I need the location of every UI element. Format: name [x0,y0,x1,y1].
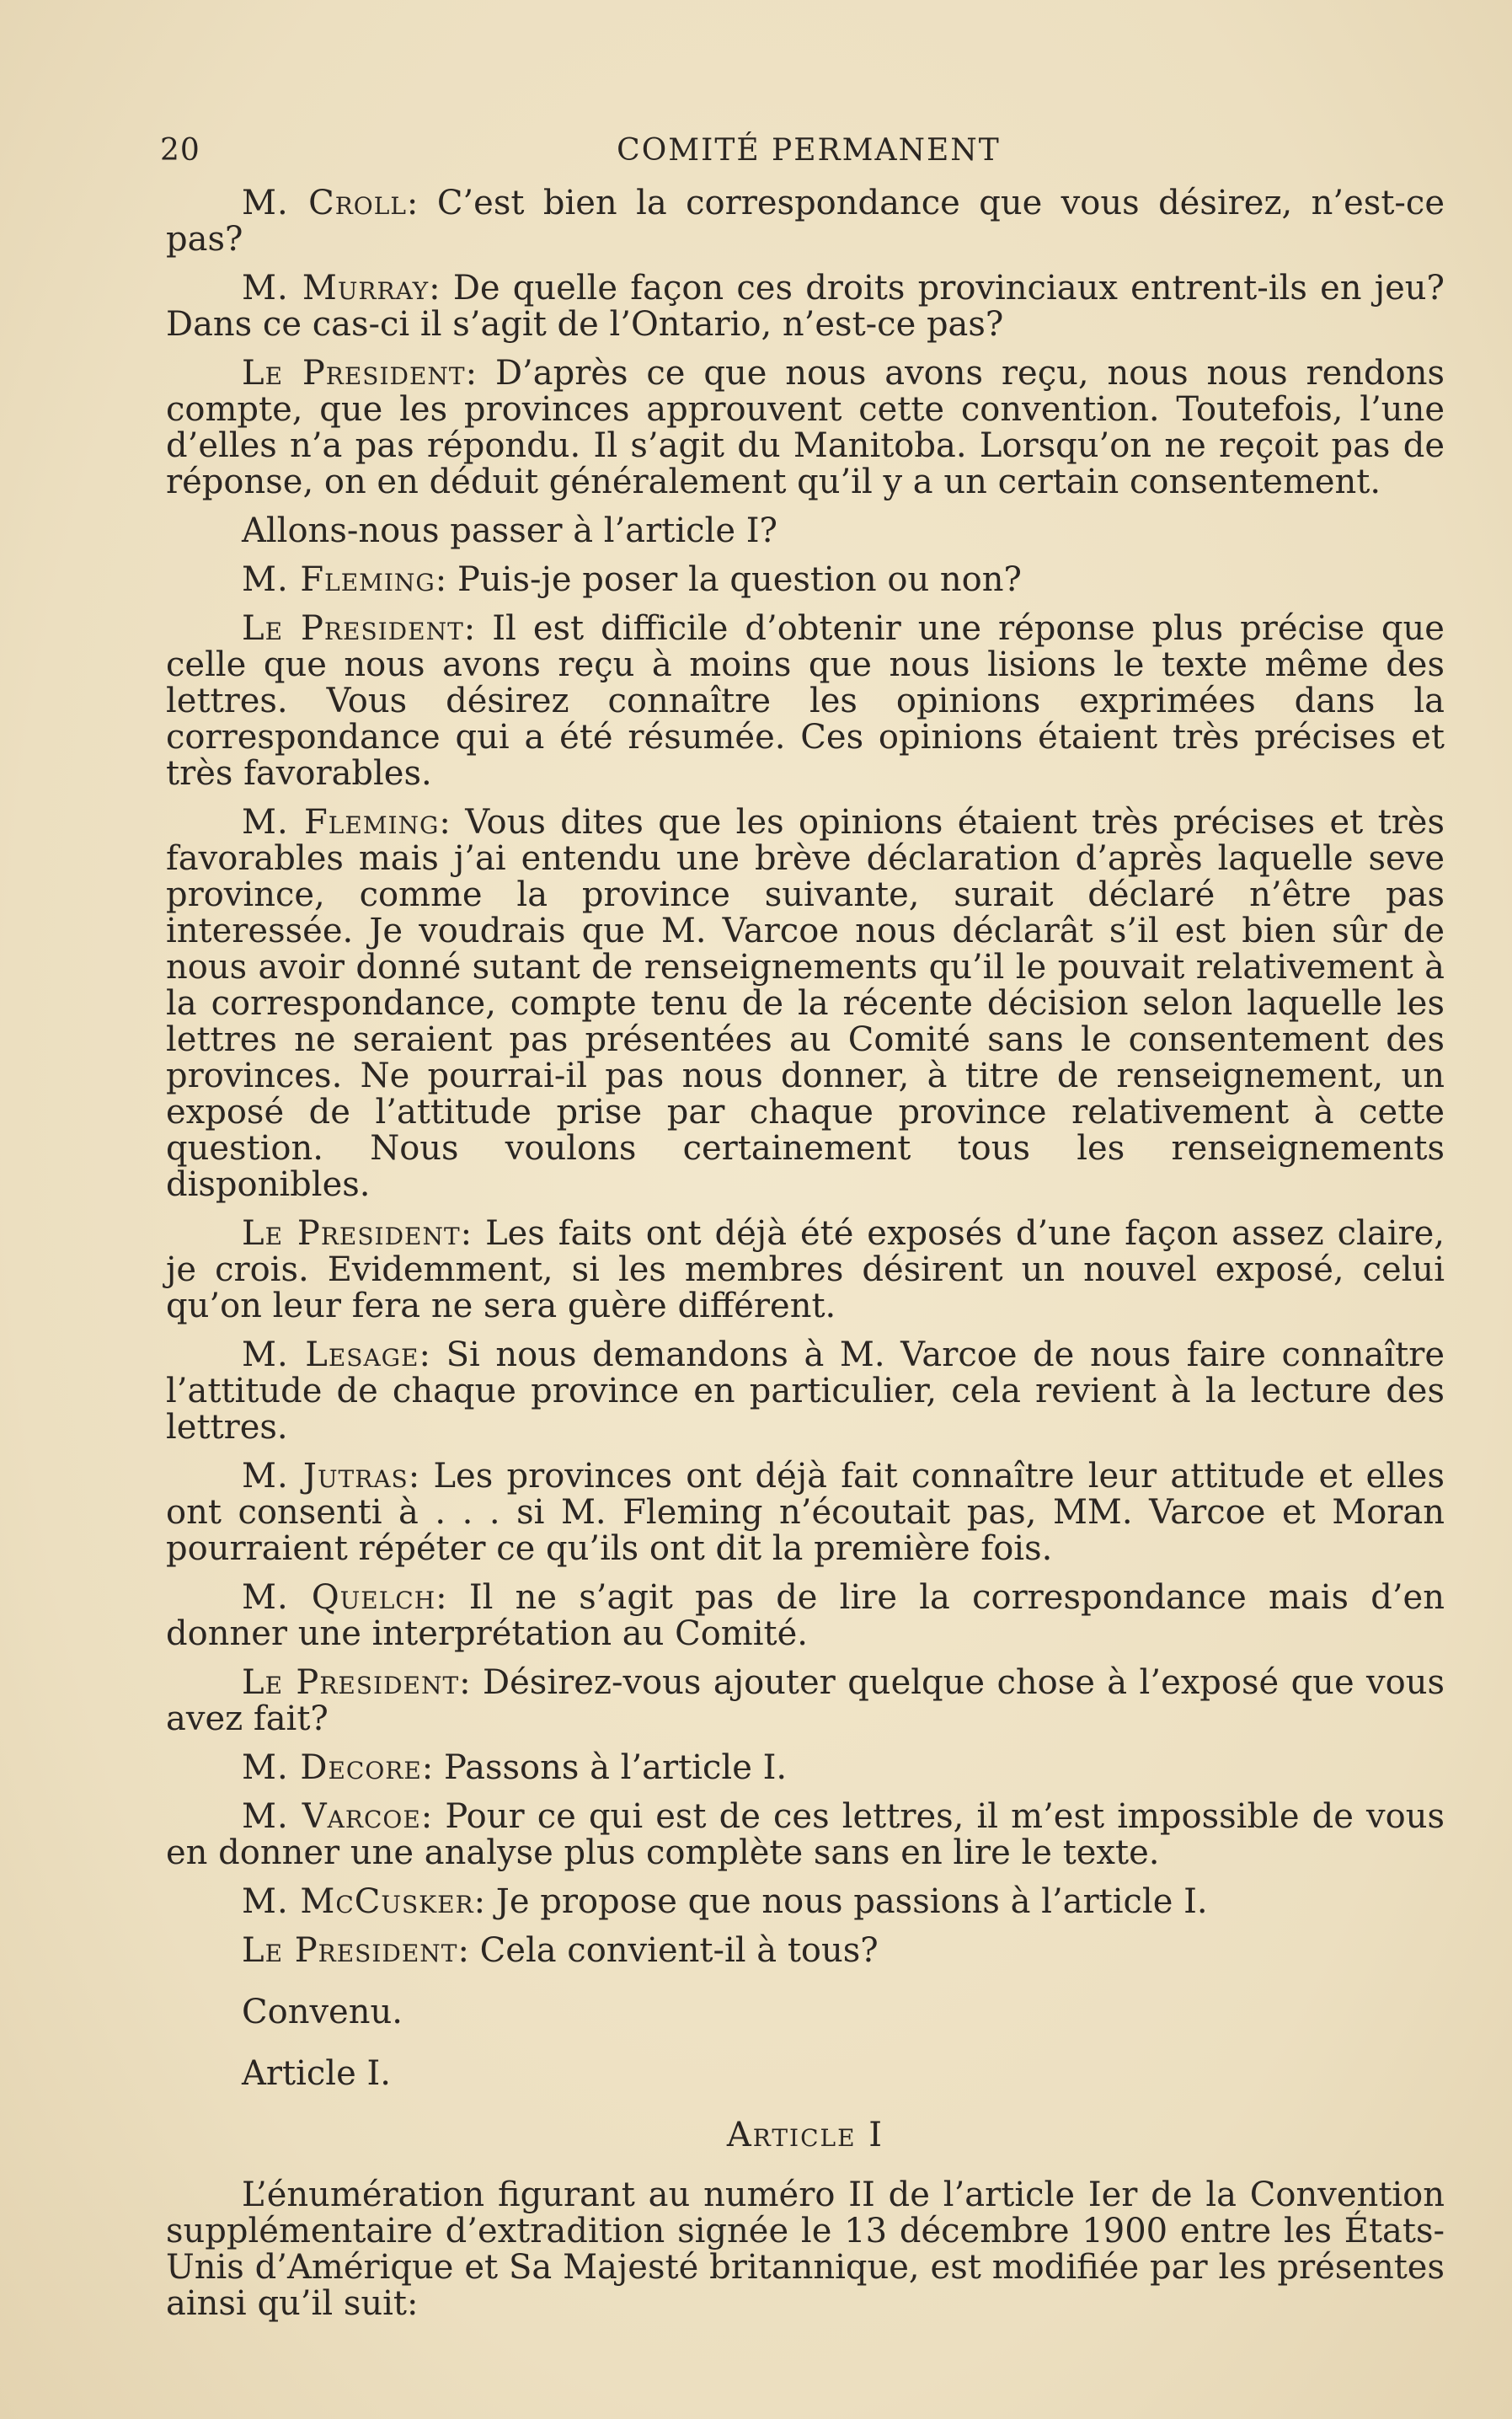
paragraph-decore: M. Decore: Passons à l’article I. [242,1748,788,1787]
paragraph-president-5: Le President: Cela convient-il à tous? [242,1931,879,1970]
paragraph-text: C’est bien la correspondance que vous désirez, n’est-ce pas? [166,184,1445,259]
paragraph-president-2: Le President: Il est difficile d’obtenir une réponse plus précise que celle que nous avons reçu à moins que nous lisions le texte même des lettres. Vous désirez connaître les opinions exprimées dans la correspondance qui a été résumée. Ces opinions étaient très précises et très favorables. [166,609,1445,793]
convenu-line: Convenu. [242,1993,403,2031]
speaker-name: Le President [242,1663,460,1702]
paragraph-fleming-2: M. Fleming: Vous dites que les opinions étaient très précises et très favorables mais j’ai entendu une brève déclaration d’après laquelle seve province, comme la province suivante, surait déclaré n’être pas interessée. Je voudrais que M. Varcoe nous déclarât s’il est bien sûr de nous avoir donné sutant de renseignements qu’il le pouvait relativement à la correspondance, compte tenu de la récente décision selon laquelle les lettres ne seraient pas présentées au Comité sans le consentement des provinces. Ne pourrai-il pas nous donner, à titre de renseignement, un exposé de l’attitude prise par chaque province relativement à cette question. Nous voulons certainement tous les renseignements disponibles. [166,803,1445,1204]
speaker-name: M. Quelch [242,1578,436,1617]
page-number: 20 [160,133,200,168]
paragraph-text: De quelle façon ces droits provinciaux entrent-ils en jeu? Dans ce cas-ci il s’agit de l’Ontario, n’est-ce pas? [166,269,1445,344]
paragraph-text: Si nous demandons à M. Varcoe de nous faire connaître l’attitude de chaque province en particulier, cela revient à la lecture des lettres. [166,1335,1445,1447]
article-heading: Article I [726,2116,884,2154]
page-header [160,133,1457,175]
paragraph-fleming-1: M. Fleming: Puis-je poser la question ou non? [242,560,1022,599]
speaker-name: M. McCusker [242,1882,474,1921]
paragraph-text: Vous dites que les opinions étaient très précises et très favorables mais j’ai entendu une brève déclaration d’après laquelle seve province, comme la province suivante, surait déclaré n’être pas interessée. Je voudrais que M. Varcoe nous déclarât s’il est bien sûr de nous avoir donné sutant de renseignements qu’il le pouvait relativement à la correspondance, compte tenu de la récente décision selon laquelle les lettres ne seraient pas présentées au Comité sans le consentement des provinces. Ne pourrai-il pas nous donner, à titre de renseignement, un exposé de l’attitude prise par chaque province relativement à cette question. Nous voulons certainement tous les renseignements disponibles. [166,803,1445,1204]
paragraph-text: Je propose que nous passions à l’article I. [495,1882,1208,1921]
speaker-name: M. Lesage [242,1335,419,1374]
paragraph-lesage: M. Lesage: Si nous demandons à M. Varcoe de nous faire connaître l’attitude de chaque province en particulier, cela revient à la lecture des lettres. [166,1335,1445,1447]
speaker-name: M. Fleming [242,803,440,842]
speaker-name: M. Jutras [242,1457,409,1496]
article-line: Article I. [242,2054,391,2093]
paragraph-jutras: M. Jutras: Les provinces ont déjà fait connaître leur attitude et elles ont consenti à . . . si M. Fleming n’écoutait pas, MM. Varcoe et Moran pourraient répéter ce qu’ils ont dit la première fois. [166,1457,1445,1568]
paragraph-text: Désirez-vous ajouter quelque chose à l’exposé que vous avez fait? [166,1663,1445,1738]
speaker-name: M. Varcoe [242,1797,421,1836]
paragraph-text: Il ne s’agit pas de lire la correspondance mais d’en donner une interprétation au Comité. [166,1578,1445,1653]
paragraph-president-3: Le President: Les faits ont déjà été exposés d’une façon assez claire, je crois. Evidemment, si les membres désirent un nouvel exposé, celui qu’on leur fera ne sera guère différent. [166,1214,1445,1325]
paragraph-text: Cela convient-il à tous? [479,1931,879,1970]
paragraph-mccusker: M. McCusker: Je propose que nous passions à l’article I. [242,1882,1208,1921]
paragraph-text: Il est difficile d’obtenir une réponse plus précise que celle que nous avons reçu à moins que nous lisions le texte même des lettres. Vous désirez connaître les opinions exprimées dans la correspondance qui a été résumée. Ces opinions étaient très précises et très favorables. [166,609,1445,793]
paragraph-text: Les faits ont déjà été exposés d’une façon assez claire, je crois. Evidemment, si les membres désirent un nouvel exposé, celui qu’on leur fera ne sera guère différent. [166,1214,1445,1325]
paragraph-text: D’après ce que nous avons reçu, nous nous rendons compte, que les provinces approuvent cette convention. Toutefois, l’une d’elles n’a pas répondu. Il s’agit du Manitoba. Lorsqu’on ne reçoit pas de réponse, on en déduit généralement qu’il y a un certain consentement. [166,354,1445,501]
article-text: L’énumération figurant au numéro II de l’article Ier de la Convention supplémentaire d’extradition signée le 13 décembre 1900 entre les États-Unis d’Amérique et Sa Majesté britannique, est modifiée par les présentes ainsi qu’il suit: [166,2175,1445,2323]
paragraph-president-4: Le President: Désirez-vous ajouter quelque chose à l’exposé que vous avez fait? [166,1663,1445,1738]
speaker-name: Le President [242,354,466,393]
paragraph-text: Passons à l’article I. [444,1748,788,1787]
paragraph-text: Puis-je poser la question ou non? [457,560,1022,599]
speaker-name: M. Murray [242,269,430,308]
speaker-name: M. Croll [242,184,407,222]
paragraph-text: Allons-nous passer à l’article I? [242,511,777,550]
speaker-name: M. Decore [242,1748,422,1787]
paragraph-varcoe: M. Varcoe: Pour ce qui est de ces lettres, il m’est impossible de vous en donner une analyse plus complète sans en lire le texte. [166,1797,1445,1872]
speaker-name: Le President [242,1931,458,1970]
paragraph-president-continued [166,513,1445,549]
paragraph-murray: M. Murray: De quelle façon ces droits provinciaux entrent-ils en jeu? Dans ce cas-ci il s’agit de l’Ontario, n’est-ce pas? [166,269,1445,344]
paragraph-croll: M. Croll: C’est bien la correspondance que vous désirez, n’est-ce pas? [166,184,1445,259]
speaker-name: Le President [242,609,464,648]
speaker-name: M. Fleming [242,560,435,599]
running-title: COMITÉ PERMANENT [617,133,1001,168]
paragraph-text: Les provinces ont déjà fait connaître leur attitude et elles ont consenti à . . . si M. Fleming n’écoutait pas, MM. Varcoe et Moran pourraient répéter ce qu’ils ont dit la première fois. [166,1457,1445,1568]
paragraph-text: Pour ce qui est de ces lettres, il m’est impossible de vous en donner une analyse plus complète sans en lire le texte. [166,1797,1445,1872]
body-text [166,185,1445,2335]
paragraph-quelch: M. Quelch: Il ne s’agit pas de lire la correspondance mais d’en donner une interprétation au Comité. [166,1578,1445,1653]
speaker-name: Le President [242,1214,461,1253]
paragraph-president-1: Le President: D’après ce que nous avons reçu, nous nous rendons compte, que les provinces approuvent cette convention. Toutefois, l’une d’elles n’a pas répondu. Il s’agit du Manitoba. Lorsqu’on ne reçoit pas de réponse, on en déduit généralement qu’il y a un certain consentement. [166,354,1445,501]
